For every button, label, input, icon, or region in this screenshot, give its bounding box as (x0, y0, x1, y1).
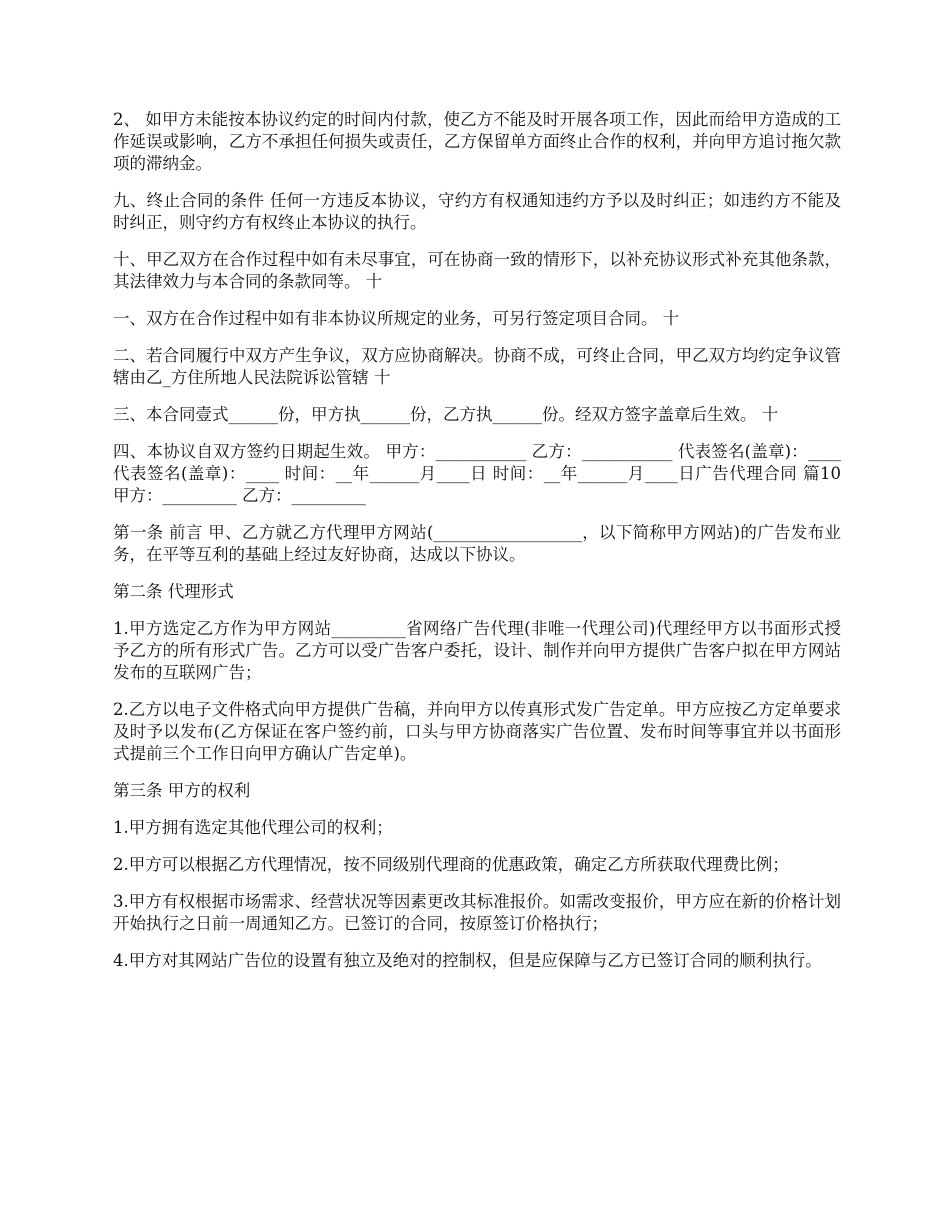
document-page (113, 109, 847, 987)
heading-article-3: 第三条 甲方的权利 (113, 781, 251, 800)
paragraph-article-3-item-1: 1.甲方拥有选定其他代理公司的权利； (113, 818, 393, 837)
paragraph-effective-signatures: 四、本协议自双方签约日期起生效。 甲方：___________ 乙方：___________ 代表签名(盖章)：____ 代表签名(盖章)：____ 时间：__年______月____日 时间：__年______月____日广告代理合同 篇10 甲方：_________ 乙方：_________ (113, 442, 847, 505)
paragraph-article-3-item-4: 4.甲方对其网站广告位的设置有独立及绝对的控制权，但是应保障与乙方已签订合同的顺利执行。 (113, 951, 822, 970)
paragraph-article-3-item-3: 3.甲方有权根据市场需求、经营状况等因素更改其标准报价。如需改变报价，甲方应在新的价格计划开始执行之日前一周通知乙方。已签订的合同，按原签订价格执行； (113, 892, 841, 933)
paragraph-article-2-item-2: 2.乙方以电子文件格式向甲方提供广告稿，并向甲方以传真形式发广告定单。甲方应按乙方定单要求及时予以发布(乙方保证在客户签约前，口头与甲方协商落实广告位置、发布时间等事宜并以书面形式提前三个工作日向甲方确认广告定单)。 (113, 700, 841, 763)
paragraph-copies: 三、本合同壹式______份，甲方执______份，乙方执______份。经双方签字盖章后生效。 十 (113, 405, 779, 424)
paragraph-termination-conditions: 九、终止合同的条件 任何一方违反本协议，守约方有权通知违约方予以及时纠正；如违约方不能及时纠正，则守约方有权终止本协议的执行。 (113, 191, 841, 232)
paragraph-article-2-item-1: 1.甲方选定乙方作为甲方网站_________省网络广告代理(非唯一代理公司)代理经甲方以书面形式授予乙方的所有形式广告。乙方可以受广告客户委托，设计、制作并向甲方提供广告客户拟在甲方网站发布的互联网广告； (113, 619, 841, 682)
paragraph-other-business: 一、双方在合作过程中如有非本协议所规定的业务，可另行签定项目合同。 十 (113, 309, 680, 328)
paragraph-article-1-preface: 第一条 前言 甲、乙方就乙方代理甲方网站(__________________，以下简称甲方网站)的广告发布业务，在平等互利的基础上经过友好协商，达成以下协议。 (113, 523, 841, 564)
paragraph-article-3-item-2: 2.甲方可以根据乙方代理情况，按不同级别代理商的优惠政策，确定乙方所获取代理费比例； (113, 855, 789, 874)
paragraph-supplementary-agreement: 十、甲乙双方在合作过程中如有未尽事宜，可在协商一致的情形下，以补充协议形式补充其他条款，其法律效力与本合同的条款同等。 十 (113, 250, 841, 291)
paragraph-late-payment: 2、 如甲方未能按本协议约定的时间内付款，使乙方不能及时开展各项工作，因此而给甲方造成的工作延误或影响，乙方不承担任何损失或责任，乙方保留单方面终止合作的权利，并向甲方追讨拖欠款项的滞纳金。 (113, 110, 841, 173)
heading-article-2: 第二条 代理形式 (113, 582, 234, 601)
paragraph-dispute-resolution: 二、若合同履行中双方产生争议，双方应协商解决。协商不成，可终止合同，甲乙双方均约定争议管辖由乙_方住所地人民法院诉讼管辖 十 (113, 346, 841, 387)
